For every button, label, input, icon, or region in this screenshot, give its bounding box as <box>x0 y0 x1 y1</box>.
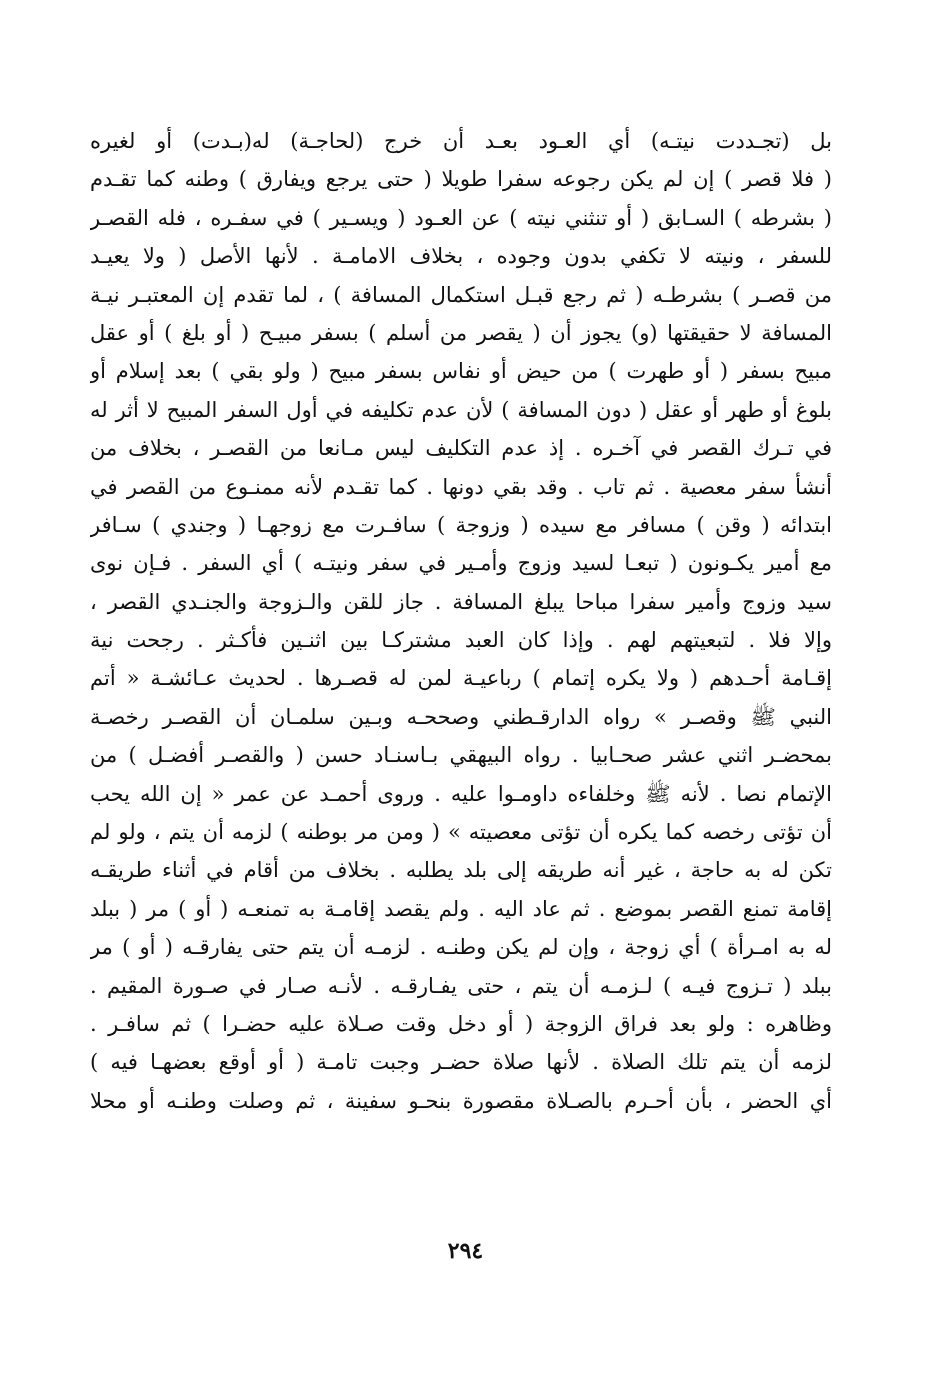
text-line: ( فلا قصر ) إن لم يكن رجوعه سفرا طويلا ( حتى يرجع ويفارق ) وطنه كما تقـدم <box>90 167 832 192</box>
text-line: من قصـر ) بشرطـه ( ثم رجع قبـل استكمال المسافة ) ، لما تقدم إن المعتبـر نيـة <box>90 282 832 307</box>
text-line: له به امـرأة ) أي زوجة ، وإن لم يكن وطنـه . لزمـه أن يتم حتى يفارقـه ( أو ) مر <box>90 935 832 960</box>
text-line: الإتمام نصا . لأنه ﷺ وخلفاءه داومـوا عليه . وروى أحمـد عن عمر « إن الله يحب <box>90 781 832 806</box>
text-line: بل (تجـددت نيتـه) أي العـود بعـد أن خرج (لحاجـة) له(بـدت) أو لغيره <box>90 129 832 153</box>
text-line: ببلد ( تـزوج فيـه ) لـزمـه أن يتم ، حتى يفـارقـه . لأنـه صـار في صـورة المقيم . <box>90 973 832 998</box>
text-line: أنشأ سفر معصية . ثم تاب . وقد بقي دونها . كما تقـدم لأنه ممنـوع من القصر في <box>90 474 832 499</box>
text-line: مع أمير يكـونون ( تبعـا لسيد وزوج وأمـير في سفر ونيتـه ) أي السفر . فـإن نوى <box>90 551 832 576</box>
text-line: وظاهره : ولو بعد فراق الزوجة ( أو دخل وقت صـلاة عليه حضـرا ) ثم سافـر . <box>90 1011 832 1036</box>
text-line: بلوغ أو طهر أو عقل ( دون المسافة ) لأن عدم تكليفه في أول السفر المبيح لا أثر له <box>90 397 832 422</box>
text-line: ابتدائه ( وقن ) مسافر مع سيده ( وزوجة ) سافـرت مع زوجهـا ( وجندي ) سـافر <box>90 512 832 537</box>
text-line: بمحضـر اثني عشر صحـابيا . رواه البيهقي بـاسنـاد حسن ( والقصـر أفضـل ) من <box>90 743 832 768</box>
text-line: للسفر ، ونيته لا تكفي بدون وجوده ، بخلاف الامامـة . لأنها الأصل ( ولا يعيـد <box>90 244 832 269</box>
text-line: النبي ﷺ وقصـر » رواه الدارقـطني وصححـه وبـين سلمـان أن القصـر رخصـة <box>90 704 832 729</box>
text-line: أي الحضر ، بأن أحـرم بالصـلاة مقصورة بنحـو سفينة ، ثم وصلت وطنـه أو محلا <box>90 1088 832 1113</box>
text-line: مبيح بسفر ( أو طهرت ) من حيض أو نفاس بسفر مبيح ( ولو بقي ) بعد إسلام أو <box>90 359 832 384</box>
text-line: تكن له به حاجة ، غير أنه طريقه إلى بلد يطلبه . بخلاف من أقام في أثناء طريقـه <box>90 858 832 883</box>
text-line: ( بشرطه ) السـابق ( أو تنثني نيته ) عن العـود ( ويسـير ) في سفـره ، فله القصـر <box>90 205 832 230</box>
body-text <box>90 122 832 1120</box>
text-line: المسافة لا حقيقتها (و) يجوز أن ( يقصر من أسلم ) بسفر مبيـح ( أو بلغ ) أو عقل <box>90 320 832 345</box>
text-line: في تـرك القصر في آخـره . إذ عدم التكليف ليس مـانعا من القصـر ، بخلاف من <box>90 436 832 461</box>
text-line: سيد وزوج وأمير سفرا مباحا يبلغ المسافة . جاز للقن والـزوجة والجنـدي القصر ، <box>90 589 832 614</box>
text-line: أن تؤتى رخصه كما يكره أن تؤتى معصيته » ( ومن مر بوطنه ) لزمه أن يتم ، ولو لم <box>90 820 832 845</box>
text-line: وإلا فلا . لتبعيتهم لهم . وإذا كان العبد مشتركـا بين اثنـين فأكـثر . رجحت نية <box>90 628 832 653</box>
text-line: إقامة تمنع القصر بموضع . ثم عاد اليه . ولم يقصد إقامـة به تمنعـه ( أو ) مر ( ببلد <box>90 896 832 921</box>
page-number: ٢٩٤ <box>447 1238 484 1264</box>
text-line: لزمه أن يتم تلك الصلاة . لأنها صلاة حضـر وجبت تامـة ( أو أوقع بعضهـا فيه ) <box>90 1050 832 1075</box>
text-line: إقـامة أحـدهم ( ولا يكره إتمام ) رباعيـة لمن له قصـرها . لحديث عـائشـة « أتم <box>90 666 832 691</box>
